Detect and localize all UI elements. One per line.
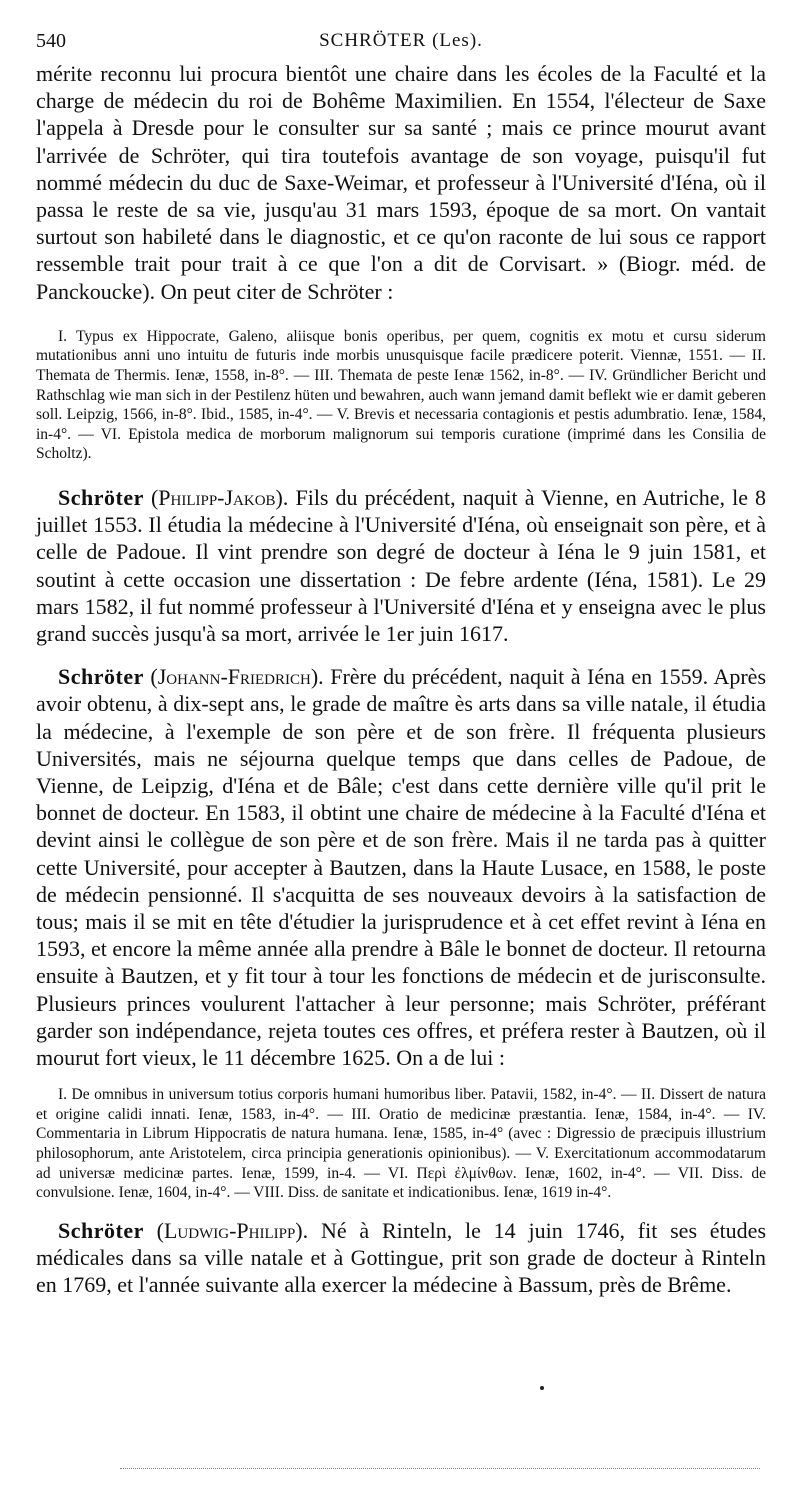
- ink-dot: [540, 1386, 544, 1390]
- entry-forename: (Philipp-Jakob).: [150, 484, 289, 510]
- bibliography-johann-friedrich: I. De omnibus in universum totius corporis humani humoribus liber. Patavii, 1582, in-4°. — II. Dissert de natura et origine calidi innati. Ienæ, 1583, in-4°. — III. Oratio de medicinæ præstantia. Ienæ, 1584, in-4°. — IV. Commentaria in Librum Hippocratis de natura humana. Ienæ, 1585, in-4° (avec : Digressio de præcipuis illustrium philosophorum, ante Aristotelem, circa principia generationis opinionibus). — V. Exercitationum accommodatarum ad universæ medicinæ partes. Ienæ, 1599, in-4. — VI. Περὶ ἐλμίνθων. Ienæ, 1602, in-4°. — VII. Diss. de convulsione. Ienæ, 1604, in-4°. — VIII. Diss. de sanitate et indicationibus. Ienæ, 1619 in-4°.: [36, 1086, 766, 1202]
- entry-ludwig-philipp: [36, 1217, 766, 1299]
- footer-rule: [120, 1468, 760, 1469]
- entry-headword: Schröter: [58, 1217, 144, 1243]
- page: [36, 30, 766, 1298]
- entry-text: Frère du précédent, naquit à Iéna en 1559. Après avoir obtenu, à dix-sept ans, le grade de maître ès arts dans sa ville natale, il étudia la médecine, à l'exemple de son père et de son frère. Il fréquenta plusieurs Universités, mais ne séjourna quelque temps que dans celles de Padoue, de Vienne, de Leipzig, d'Iéna et de Bâle; c'est dans cette dernière ville qu'il prit le bonnet de docteur. En 1583, il obtint une chaire de médecine à la Faculté d'Iéna et devint ainsi le collègue de son père et de son frère. Mais il ne tarda pas à quitter cette Université, pour accepter à Bautzen, dans la Haute Lusace, en 1588, le poste de médecin pensionné. Il s'acquitta de ses nouveaux devoirs à la satisfaction de tous; mais il se mit en tête d'étudier la jurisprudence et à cet effet revint à Iéna en 1593, et encore la même année alla prendre à Bâle le bonnet de docteur. Il retourna ensuite à Bautzen, et y fit tour à tour les fonctions de médecin et de jurisconsulte. Plusieurs princes voulurent l'attacher à leur personne; mais Schröter, préférant garder son indépendance, rejeta toutes ces offres, et préfera rester à Bautzen, où il mourut fort vieux, le 11 décembre 1625. On a de lui :: [36, 664, 767, 1071]
- bibliography-schroter-senior: I. Typus ex Hippocrate, Galeno, aliisque bonis operibus, per quem, cognitis ex motu et cursu siderum mutationibus anni uno intuitu de futuris inde morbis unusquisque facile prædicere poterit. Viennæ, 1551. — II. Themata de Thermis. Ienæ, 1558, in-8°. — III. Themata de peste Ienæ 1562, in-8°. — IV. Gründlicher Bericht und Rathschlag wie man sich in der Pestilenz hüten und bewahren, auch wann jemand damit beflekt wie er damit geberen soll. Leipzig, 1566, in-8°. Ibid., 1585, in-4°. — V. Brevis et necessaria contagionis et pestis adumbratio. Ienæ, 1584, in-4°. — VI. Epistola medica de morborum malignorum sui temporis curatione (imprimé dans les Consilia de Scholtz).: [36, 327, 766, 463]
- entry-forename: (Johann-Friedrich).: [150, 664, 324, 690]
- entry-headword: Schröter: [58, 664, 144, 690]
- entry-text: Né à Rinteln, le 14 juin 1746, fit ses études médicales dans sa ville natale et à Gottingue, prit son grade de docteur à Rinteln en 1769, et l'année suivante alla exercer la médecine à Bassum, près de Brême.: [36, 1217, 767, 1298]
- running-head: [36, 30, 766, 60]
- running-title: SCHRÖTER (Les).: [319, 30, 483, 51]
- entry-headword: Schröter: [58, 484, 144, 510]
- entry-johann-friedrich: [36, 663, 766, 1071]
- entry-forename: (Ludwig-Philipp).: [156, 1217, 309, 1243]
- entry-text: Fils du précédent, naquit à Vienne, en Autriche, le 8 juillet 1553. Il étudia la médecine à l'Université d'Iéna, où enseignait son père, et à celle de Padoue. Il vint prendre son degré de docteur à Iéna le 9 juin 1581, et soutint à cette occasion une dissertation : De febre ardente (Iéna, 1581). Le 29 mars 1582, il fut nommé professeur à l'Université d'Iéna et y enseigna avec le plus grand succès jusqu'à sa mort, arrivée le 1er juin 1617.: [36, 484, 767, 646]
- page-number: 540: [36, 30, 66, 52]
- entry-philipp-jakob: [36, 484, 766, 647]
- paragraph-continuation: mérite reconnu lui procura bientôt une chaire dans les écoles de la Faculté et la charge de médecin du roi de Bohême Maximilien. En 1554, l'électeur de Saxe l'appela à Dresde pour le consulter sur sa santé ; mais ce prince mourut avant l'arrivée de Schröter, qui tira toutefois avantage de son voyage, puisqu'il fut nommé médecin du duc de Saxe-Weimar, et professeur à l'Université d'Iéna, où il passa le reste de sa vie, jusqu'au 31 mars 1593, époque de sa mort. On vantait surtout son habileté dans le diagnostic, et ce qu'on raconte de lui sous ce rapport ressemble trait pour trait à ce que l'on a dit de Corvisart. » (Biogr. méd. de Panckoucke). On peut citer de Schröter :: [36, 61, 766, 304]
